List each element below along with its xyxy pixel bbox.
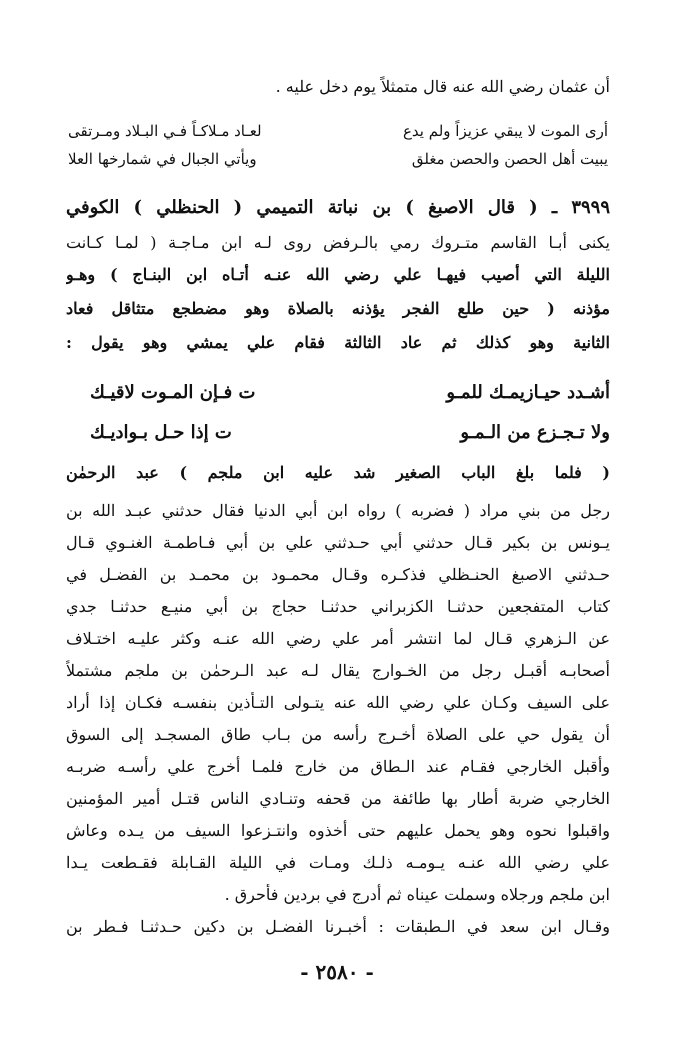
text-line: يكنى أبـا القاسم متـروك رمي بالـرفض روى لـه ابن مـاجـة ( لمـا كـانت bbox=[66, 233, 610, 252]
text-line: الخارجي ضربة أطار بها طائفة من قحفه وتنـادي الناس قتـل أمير المؤمنين bbox=[66, 789, 610, 808]
text-line: أن يقول حي على الصلاة أخـرج رأسه من بـاب طاق المسجـد إلى السوق bbox=[66, 725, 610, 744]
text-line: الليلة التي أصيب فيهـا علي رضي الله عنـه أتـاه ابن البنـاج ) وهـو bbox=[66, 265, 610, 284]
verse-2-hemistich-right: يبيت أهل الحصن والحصن مغلق bbox=[411, 150, 608, 168]
poem-verse-4 bbox=[90, 420, 610, 446]
verse-1-hemistich-right: أرى الموت لا يبقي عزيزاً ولم يدع bbox=[402, 122, 608, 140]
verse-2-hemistich-left: ويأتي الجبال في شمارخها العلا bbox=[68, 150, 257, 168]
intro-line: أن عثمان رضي الله عنه قال متمثلاً يوم دخل عليه . bbox=[275, 77, 610, 96]
text-line: الثانية وهو كذلك ثم عاد الثالثة فقام علي يمشي وهو يقول : bbox=[66, 333, 610, 352]
text-line: وقـال ابن سعد في الـطبقات : أخبـرنا الفضـل بن دكين حـدثنـا فـطر بن bbox=[66, 917, 610, 936]
text-line: ( فلما بلغ الباب الصغير شد عليه ابن ملجم ) عبد الرحمٰن bbox=[66, 463, 610, 482]
poem-verse-1 bbox=[68, 120, 608, 142]
poem-verse-3 bbox=[90, 380, 610, 406]
text-line: ابن ملجم ورجلاه وسملت عيناه ثم أدرج في بردين فأحرق . bbox=[224, 885, 610, 904]
text-line: يـونس بن بكير قـال حدثني أبي حـدثني علي بن أبي فـاطمـة الغنـوي قـال bbox=[66, 533, 610, 552]
text-line: واقبلوا نحوه وهو يحمل عليهم حتى أخذوه وانتـزعوا السيف من يـده وعاش bbox=[66, 821, 610, 840]
text-line: أصحابـه أقبـل رجل من الخـوارج يقال لـه عبد الـرحمٰن بن ملجم مشتملاً bbox=[66, 661, 610, 680]
verse-4-hemistich-left: ت إذا حـل بـواديـك bbox=[90, 422, 232, 443]
text-line: مؤذنه ( حين طلع الفجر يؤذنه بالصلاة وهو مضطجع متثاقل فعاد bbox=[66, 299, 610, 318]
entry-heading: ٣٩٩٩ ـ ( قال الاصبغ ) بن نباتة التميمي ( الحنظلي ) الكوفي bbox=[66, 197, 610, 218]
text-line: كتاب المتفجعين حدثنـا الكزبراني حدثنـا حجاج بن أبي منيـع حدثنـا جدي bbox=[66, 597, 610, 616]
poem-verse-2 bbox=[68, 148, 608, 170]
verse-4-hemistich-right: ولا تـجـزع من الـمـو bbox=[460, 422, 610, 443]
text-line: على السيف وكـان علي رضي الله عنه يتـولى التـأذين بنفسـه فكـان إذا أراد bbox=[66, 693, 610, 712]
text-line: حـدثني الاصبغ الحنـظلي فذكـره وقـال محمـود بن محمـد بن الفضـل في bbox=[66, 565, 610, 584]
verse-3-hemistich-right: أشـدد حيـازيمـك للمـو bbox=[446, 382, 610, 403]
text-line: رجل من بني مراد ( فضربه ) رواه ابن أبي الدنيا فقال حدثني عبـد الله بن bbox=[66, 501, 610, 520]
text-line: عن الـزهري قـال لما انتشر أمر علي رضي الله عنـه وكثر عليـه اختـلاف bbox=[66, 629, 610, 648]
verse-3-hemistich-left: ت فـإن المـوت لاقيـك bbox=[90, 382, 256, 403]
page-number: - ٢٥٨٠ - bbox=[300, 960, 374, 984]
verse-1-hemistich-left: لعـاد مـلاكـاً فـي البـلاد ومـرتقى bbox=[68, 122, 262, 140]
text-line: وأقبل الخارجي فقـام عند الـطاق من خارج فلمـا أخرج علي رأسـه ضربـه bbox=[66, 757, 610, 776]
text-line: علي رضي الله عنـه يـومـه ذلـك ومـات في الليلة القـابلة فقـطعت يـدا bbox=[66, 853, 610, 872]
